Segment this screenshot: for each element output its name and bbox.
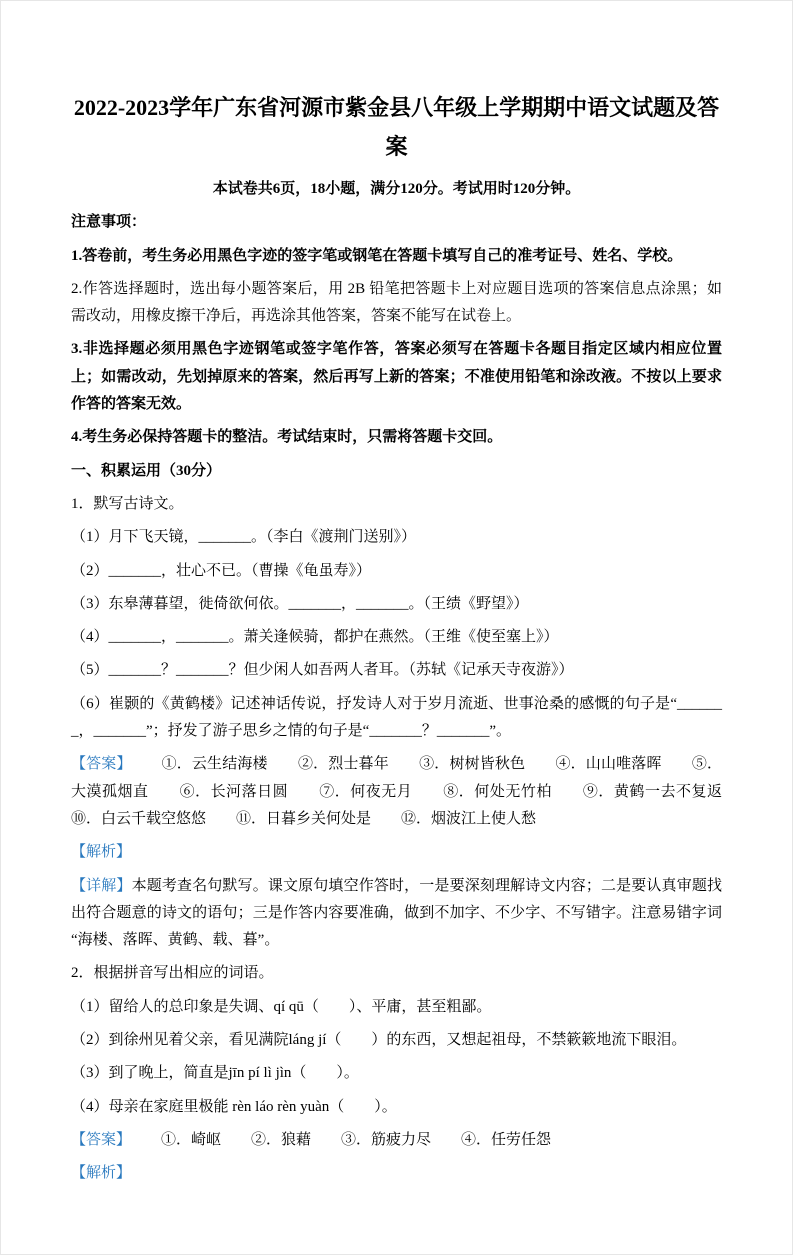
q2-item-3: （3）到了晚上，简直是jīn pí lì jìn（ ）。 [71,1065,359,1082]
exam-info: 本试卷共6页，18小题，满分120分。考试用时120分钟。 [212,181,581,197]
analysis-label: 【解析】 [71,844,132,861]
q1-detail-line [71,873,722,955]
q1-item-1: （1）月下飞天镜，_______。（李白《渡荆门送别》） [71,529,417,546]
q1-answer-line [71,751,753,833]
q1-item-6: （6）崔颢的《黄鹤楼》记述神话传说，抒发诗人对于岁月流逝、世事沧桑的感慨的句子是“_______，_______”；抒发了游子思乡之情的句子是“_______？_______”。 [71,695,722,740]
document-title: 2022-2023学年广东省河源市紫金县八年级上学期期中语文试题及答案 [73,95,720,159]
q2-answer-text: ①．崎岖 ②．狼藉 ③．筋疲力尽 ④．任劳任怨 [161,1131,552,1148]
q2-item-1: （1）留给人的总印象是失调、qí qū（ ）、平庸，甚至粗鄙。 [71,998,492,1015]
notice-item-4: 4.考生务必保持答题卡的整洁。考试结束时，只需将答题卡交回。 [71,429,503,446]
notice-item-3: 3.非选择题必须用黑色字迹钢笔或签字笔作答，答案必须写在答题卡各题目指定区域内相应位置上；如需改动，先划掉原来的答案，然后再写上新的答案；不准使用铅笔和涂改液。不按以上要求作答的答案无效。 [71,341,722,413]
q1-item-3: （3）东皋薄暮望，徙倚欲何依。_______，_______。（王绩《野望》） [71,595,529,612]
q1-analysis-line [71,839,722,866]
q2-item-2: （2）到徐州见着父亲，看见满院láng jí（ ）的东西，又想起祖母，不禁簌簌地流下眼泪。 [71,1032,687,1049]
notice-heading: 注意事项： [71,214,147,231]
notice-item-2: 2.作答选择题时，选出每小题答案后，用 2B 铅笔把答题卡上对应题目选项的答案信息点涂黑；如需改动，用橡皮擦干净后，再选涂其他答案，答案不能写在试卷上。 [71,280,722,325]
answer-label: 【答案】 [71,756,132,773]
q1-item-4: （4）_______，_______。萧关逢候骑，都护在燕然。（王维《使至塞上》） [71,629,559,646]
q1-answer-text: ①．云生结海楼 ②．烈士暮年 ③．树树皆秋色 ④．山山唯落晖 ⑤．大漠孤烟直 ⑥．长河落日圆 ⑦．何夜无月 ⑧．何处无竹柏 ⑨．黄鹤一去不复返 ⑩．白云千载空悠悠 ⑪．日暮乡关何处是 ⑫．烟波江上使人愁 [71,756,753,827]
q1-stem: 1．默写古诗文。 [71,495,184,512]
answer-label: 【答案】 [71,1131,132,1148]
section-heading: 一、积累运用（30分） [71,462,222,479]
q1-item-2: （2）_______，壮心不已。（曹操《龟虽寿》） [71,562,372,579]
q1-detail-text: 本题考查名句默写。课文原句填空作答时，一是要深刻理解诗文内容；二是要认真审题找出符合题意的诗文的语句；三是作答内容要准确，做到不加字、不少字、不写错字。注意易错字词“海楼、落晖、黄鹤、载、暮”。 [71,877,722,949]
q2-item-4: （4）母亲在家庭里极能 rèn láo rèn yuàn（ ）。 [71,1098,397,1115]
q2-analysis-line [71,1160,722,1187]
analysis-label: 【解析】 [71,1165,132,1182]
notice-item-1: 1.答卷前，考生务必用黑色字迹的签字笔或钢笔在答题卡填写自己的准考证号、姓名、学校。 [71,247,683,264]
q1-item-5: （5）_______？_______？但少闲人如吾两人者耳。（苏轼《记承天寺夜游》） [71,662,574,679]
q2-answer-line [71,1127,722,1154]
q2-stem: 2．根据拼音写出相应的词语。 [71,965,274,982]
detail-label: 【详解】 [71,877,132,894]
